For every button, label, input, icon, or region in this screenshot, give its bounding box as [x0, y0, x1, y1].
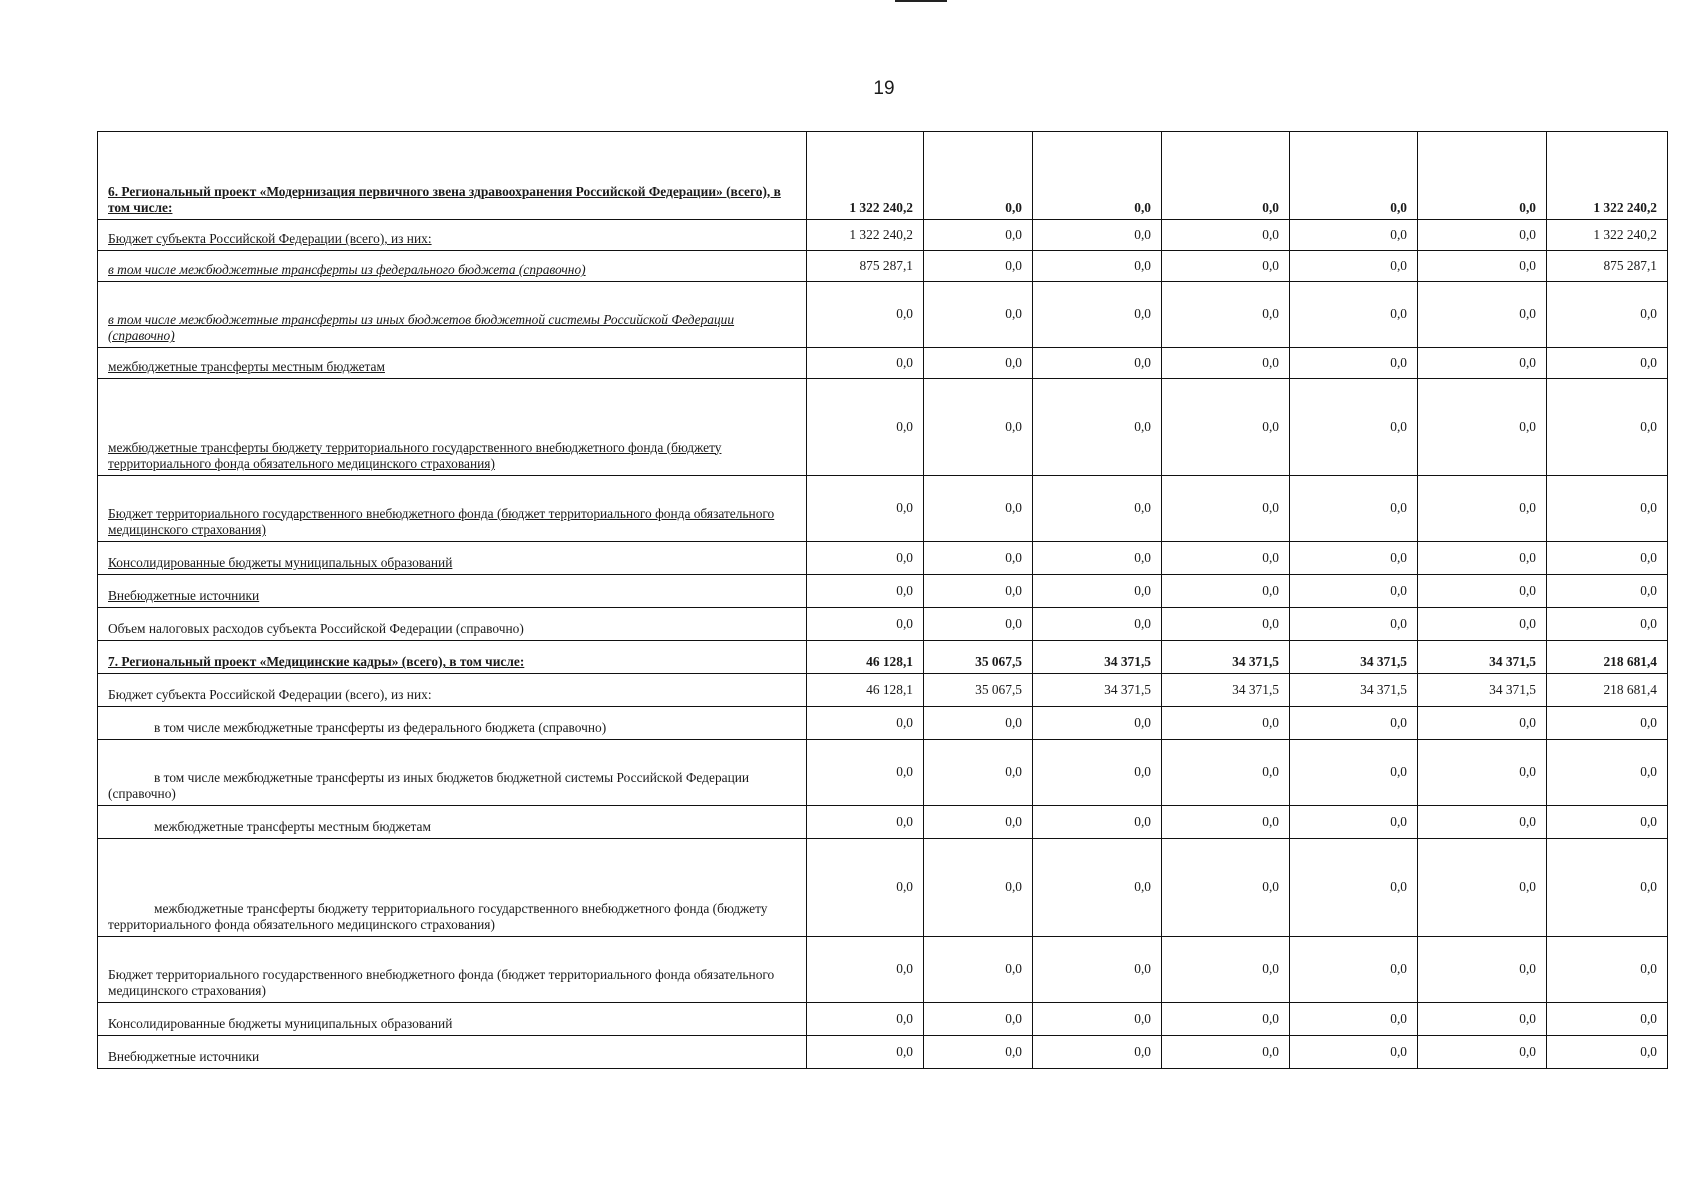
value-cell: 0,0	[1290, 282, 1418, 348]
row-label: Внебюджетные источники	[98, 575, 807, 608]
value-cell: 0,0	[1547, 707, 1668, 740]
value-cell: 0,0	[1418, 348, 1547, 379]
value-cell: 0,0	[1033, 707, 1162, 740]
value-cell: 0,0	[924, 707, 1033, 740]
value-cell: 34 371,5	[1290, 641, 1418, 674]
value-cell: 0,0	[1418, 1003, 1547, 1036]
value-cell: 0,0	[924, 608, 1033, 641]
value-cell: 0,0	[1547, 379, 1668, 476]
value-cell: 0,0	[1162, 1003, 1290, 1036]
value-cell: 0,0	[1418, 740, 1547, 806]
value-cell: 0,0	[1033, 806, 1162, 839]
row-label: в том числе межбюджетные трансферты из федерального бюджета (справочно)	[98, 251, 807, 282]
table-row	[98, 575, 1668, 608]
value-cell: 875 287,1	[807, 251, 924, 282]
value-cell: 0,0	[807, 1036, 924, 1069]
table-row	[98, 1036, 1668, 1069]
value-cell: 35 067,5	[924, 641, 1033, 674]
value-cell: 0,0	[924, 542, 1033, 575]
value-cell: 218 681,4	[1547, 641, 1668, 674]
value-cell: 0,0	[1418, 476, 1547, 542]
value-cell: 0,0	[924, 575, 1033, 608]
table-body	[98, 132, 1668, 1069]
value-cell: 0,0	[807, 379, 924, 476]
row-label: 6. Региональный проект «Модернизация первичного звена здравоохранения Российской Федерации» (всего), в том числе:	[98, 132, 807, 220]
value-cell: 0,0	[1162, 542, 1290, 575]
value-cell: 875 287,1	[1547, 251, 1668, 282]
value-cell: 0,0	[1162, 740, 1290, 806]
value-cell: 0,0	[924, 220, 1033, 251]
value-cell: 0,0	[924, 251, 1033, 282]
value-cell: 0,0	[1162, 220, 1290, 251]
value-cell: 0,0	[1162, 282, 1290, 348]
value-cell: 1 322 240,2	[1547, 220, 1668, 251]
value-cell: 0,0	[1162, 476, 1290, 542]
value-cell: 34 371,5	[1033, 641, 1162, 674]
value-cell: 0,0	[1290, 379, 1418, 476]
value-cell: 0,0	[1418, 379, 1547, 476]
value-cell: 0,0	[1162, 608, 1290, 641]
value-cell: 0,0	[924, 132, 1033, 220]
value-cell: 0,0	[1290, 348, 1418, 379]
row-label: Бюджет субъекта Российской Федерации (всего), из них:	[98, 220, 807, 251]
value-cell: 0,0	[924, 282, 1033, 348]
row-label: Консолидированные бюджеты муниципальных образований	[98, 1003, 807, 1036]
value-cell: 34 371,5	[1162, 641, 1290, 674]
value-cell: 0,0	[1418, 937, 1547, 1003]
value-cell: 0,0	[1033, 282, 1162, 348]
value-cell: 0,0	[1033, 608, 1162, 641]
row-label: межбюджетные трансферты бюджету территориального государственного внебюджетного фонда (бюджету территориального фонда обязательного медицинского страхования)	[98, 839, 807, 937]
value-cell: 0,0	[1162, 379, 1290, 476]
value-cell: 0,0	[1547, 937, 1668, 1003]
row-label: межбюджетные трансферты местным бюджетам	[98, 806, 807, 839]
row-label: межбюджетные трансферты бюджету территориального государственного внебюджетного фонда (бюджету территориального фонда обязательного медицинского страхования)	[98, 379, 807, 476]
value-cell: 34 371,5	[1033, 674, 1162, 707]
value-cell: 0,0	[1290, 839, 1418, 937]
row-label: Бюджет территориального государственного внебюджетного фонда (бюджет территориального фонда обязательного медицинского страхования)	[98, 476, 807, 542]
value-cell: 35 067,5	[924, 674, 1033, 707]
value-cell: 46 128,1	[807, 674, 924, 707]
value-cell: 0,0	[1290, 575, 1418, 608]
value-cell: 0,0	[924, 379, 1033, 476]
value-cell: 46 128,1	[807, 641, 924, 674]
value-cell: 0,0	[924, 740, 1033, 806]
value-cell: 0,0	[1547, 348, 1668, 379]
table-row	[98, 674, 1668, 707]
value-cell: 0,0	[1162, 251, 1290, 282]
value-cell: 0,0	[1162, 806, 1290, 839]
row-label: межбюджетные трансферты местным бюджетам	[98, 348, 807, 379]
value-cell: 0,0	[807, 707, 924, 740]
value-cell: 0,0	[1290, 937, 1418, 1003]
value-cell: 0,0	[1547, 476, 1668, 542]
value-cell: 0,0	[807, 740, 924, 806]
table-row	[98, 641, 1668, 674]
value-cell: 34 371,5	[1418, 641, 1547, 674]
value-cell: 0,0	[924, 839, 1033, 937]
value-cell: 0,0	[807, 839, 924, 937]
row-label: в том числе межбюджетные трансферты из федерального бюджета (справочно)	[98, 707, 807, 740]
value-cell: 0,0	[1290, 476, 1418, 542]
value-cell: 0,0	[1547, 740, 1668, 806]
value-cell: 0,0	[1290, 707, 1418, 740]
value-cell: 0,0	[1162, 575, 1290, 608]
value-cell: 34 371,5	[1162, 674, 1290, 707]
value-cell: 0,0	[1290, 806, 1418, 839]
value-cell: 0,0	[1033, 1003, 1162, 1036]
value-cell: 0,0	[1547, 542, 1668, 575]
value-cell: 0,0	[807, 575, 924, 608]
row-label: в том числе межбюджетные трансферты из иных бюджетов бюджетной системы Российской Федерации (справочно)	[98, 740, 807, 806]
row-label: Бюджет субъекта Российской Федерации (всего), из них:	[98, 674, 807, 707]
value-cell: 0,0	[1418, 806, 1547, 839]
value-cell: 0,0	[1290, 132, 1418, 220]
table-row	[98, 806, 1668, 839]
row-label: Бюджет территориального государственного внебюджетного фонда (бюджет территориального фонда обязательного медицинского страхования)	[98, 937, 807, 1003]
table-row	[98, 608, 1668, 641]
table-row	[98, 839, 1668, 937]
row-label: Консолидированные бюджеты муниципальных образований	[98, 542, 807, 575]
value-cell: 0,0	[1033, 348, 1162, 379]
value-cell: 0,0	[1418, 707, 1547, 740]
table-row	[98, 740, 1668, 806]
value-cell: 0,0	[1547, 839, 1668, 937]
value-cell: 34 371,5	[1290, 674, 1418, 707]
value-cell: 0,0	[1033, 740, 1162, 806]
table-row	[98, 707, 1668, 740]
table-row	[98, 132, 1668, 220]
value-cell: 0,0	[1033, 220, 1162, 251]
value-cell: 0,0	[807, 476, 924, 542]
value-cell: 0,0	[1290, 1003, 1418, 1036]
table-row	[98, 476, 1668, 542]
value-cell: 0,0	[1033, 542, 1162, 575]
value-cell: 0,0	[1418, 608, 1547, 641]
value-cell: 0,0	[807, 806, 924, 839]
value-cell: 0,0	[1290, 740, 1418, 806]
value-cell: 0,0	[924, 1036, 1033, 1069]
value-cell: 0,0	[924, 1003, 1033, 1036]
value-cell: 0,0	[1162, 839, 1290, 937]
value-cell: 218 681,4	[1547, 674, 1668, 707]
value-cell: 0,0	[1418, 575, 1547, 608]
table-row	[98, 542, 1668, 575]
top-mark	[895, 0, 947, 2]
row-label: в том числе межбюджетные трансферты из иных бюджетов бюджетной системы Российской Федерации (справочно)	[98, 282, 807, 348]
value-cell: 0,0	[1162, 132, 1290, 220]
row-label: Внебюджетные источники	[98, 1036, 807, 1069]
value-cell: 34 371,5	[1418, 674, 1547, 707]
value-cell: 1 322 240,2	[807, 220, 924, 251]
table-row	[98, 220, 1668, 251]
value-cell: 0,0	[924, 476, 1033, 542]
value-cell: 0,0	[1418, 282, 1547, 348]
table-row	[98, 251, 1668, 282]
value-cell: 0,0	[1162, 1036, 1290, 1069]
value-cell: 0,0	[807, 608, 924, 641]
table-row	[98, 282, 1668, 348]
value-cell: 0,0	[1033, 1036, 1162, 1069]
value-cell: 0,0	[1033, 575, 1162, 608]
value-cell: 0,0	[1290, 251, 1418, 282]
page-number: 19	[873, 78, 895, 99]
value-cell: 0,0	[807, 282, 924, 348]
value-cell: 0,0	[1033, 839, 1162, 937]
value-cell: 0,0	[1033, 379, 1162, 476]
value-cell: 0,0	[1290, 542, 1418, 575]
value-cell: 0,0	[1290, 220, 1418, 251]
value-cell: 0,0	[1033, 251, 1162, 282]
value-cell: 0,0	[1547, 806, 1668, 839]
value-cell: 0,0	[1162, 937, 1290, 1003]
value-cell: 0,0	[1418, 251, 1547, 282]
row-label: 7. Региональный проект «Медицинские кадры» (всего), в том числе:	[98, 641, 807, 674]
value-cell: 0,0	[1162, 707, 1290, 740]
value-cell: 0,0	[807, 1003, 924, 1036]
value-cell: 1 322 240,2	[1547, 132, 1668, 220]
value-cell: 0,0	[1418, 220, 1547, 251]
row-label: Объем налоговых расходов субъекта Российской Федерации (справочно)	[98, 608, 807, 641]
budget-table	[97, 131, 1668, 1069]
value-cell: 0,0	[807, 348, 924, 379]
value-cell: 0,0	[1290, 1036, 1418, 1069]
value-cell: 0,0	[1033, 132, 1162, 220]
value-cell: 0,0	[1418, 839, 1547, 937]
value-cell: 0,0	[1547, 1003, 1668, 1036]
value-cell: 0,0	[1547, 282, 1668, 348]
table-row	[98, 1003, 1668, 1036]
value-cell: 1 322 240,2	[807, 132, 924, 220]
table-row	[98, 379, 1668, 476]
value-cell: 0,0	[1547, 575, 1668, 608]
value-cell: 0,0	[1547, 608, 1668, 641]
value-cell: 0,0	[1033, 937, 1162, 1003]
value-cell: 0,0	[1418, 132, 1547, 220]
value-cell: 0,0	[1033, 476, 1162, 542]
value-cell: 0,0	[1418, 542, 1547, 575]
value-cell: 0,0	[1290, 608, 1418, 641]
value-cell: 0,0	[807, 542, 924, 575]
table-row	[98, 348, 1668, 379]
table-row	[98, 937, 1668, 1003]
value-cell: 0,0	[1547, 1036, 1668, 1069]
value-cell: 0,0	[1418, 1036, 1547, 1069]
value-cell: 0,0	[1162, 348, 1290, 379]
value-cell: 0,0	[807, 937, 924, 1003]
value-cell: 0,0	[924, 806, 1033, 839]
value-cell: 0,0	[924, 937, 1033, 1003]
value-cell: 0,0	[924, 348, 1033, 379]
